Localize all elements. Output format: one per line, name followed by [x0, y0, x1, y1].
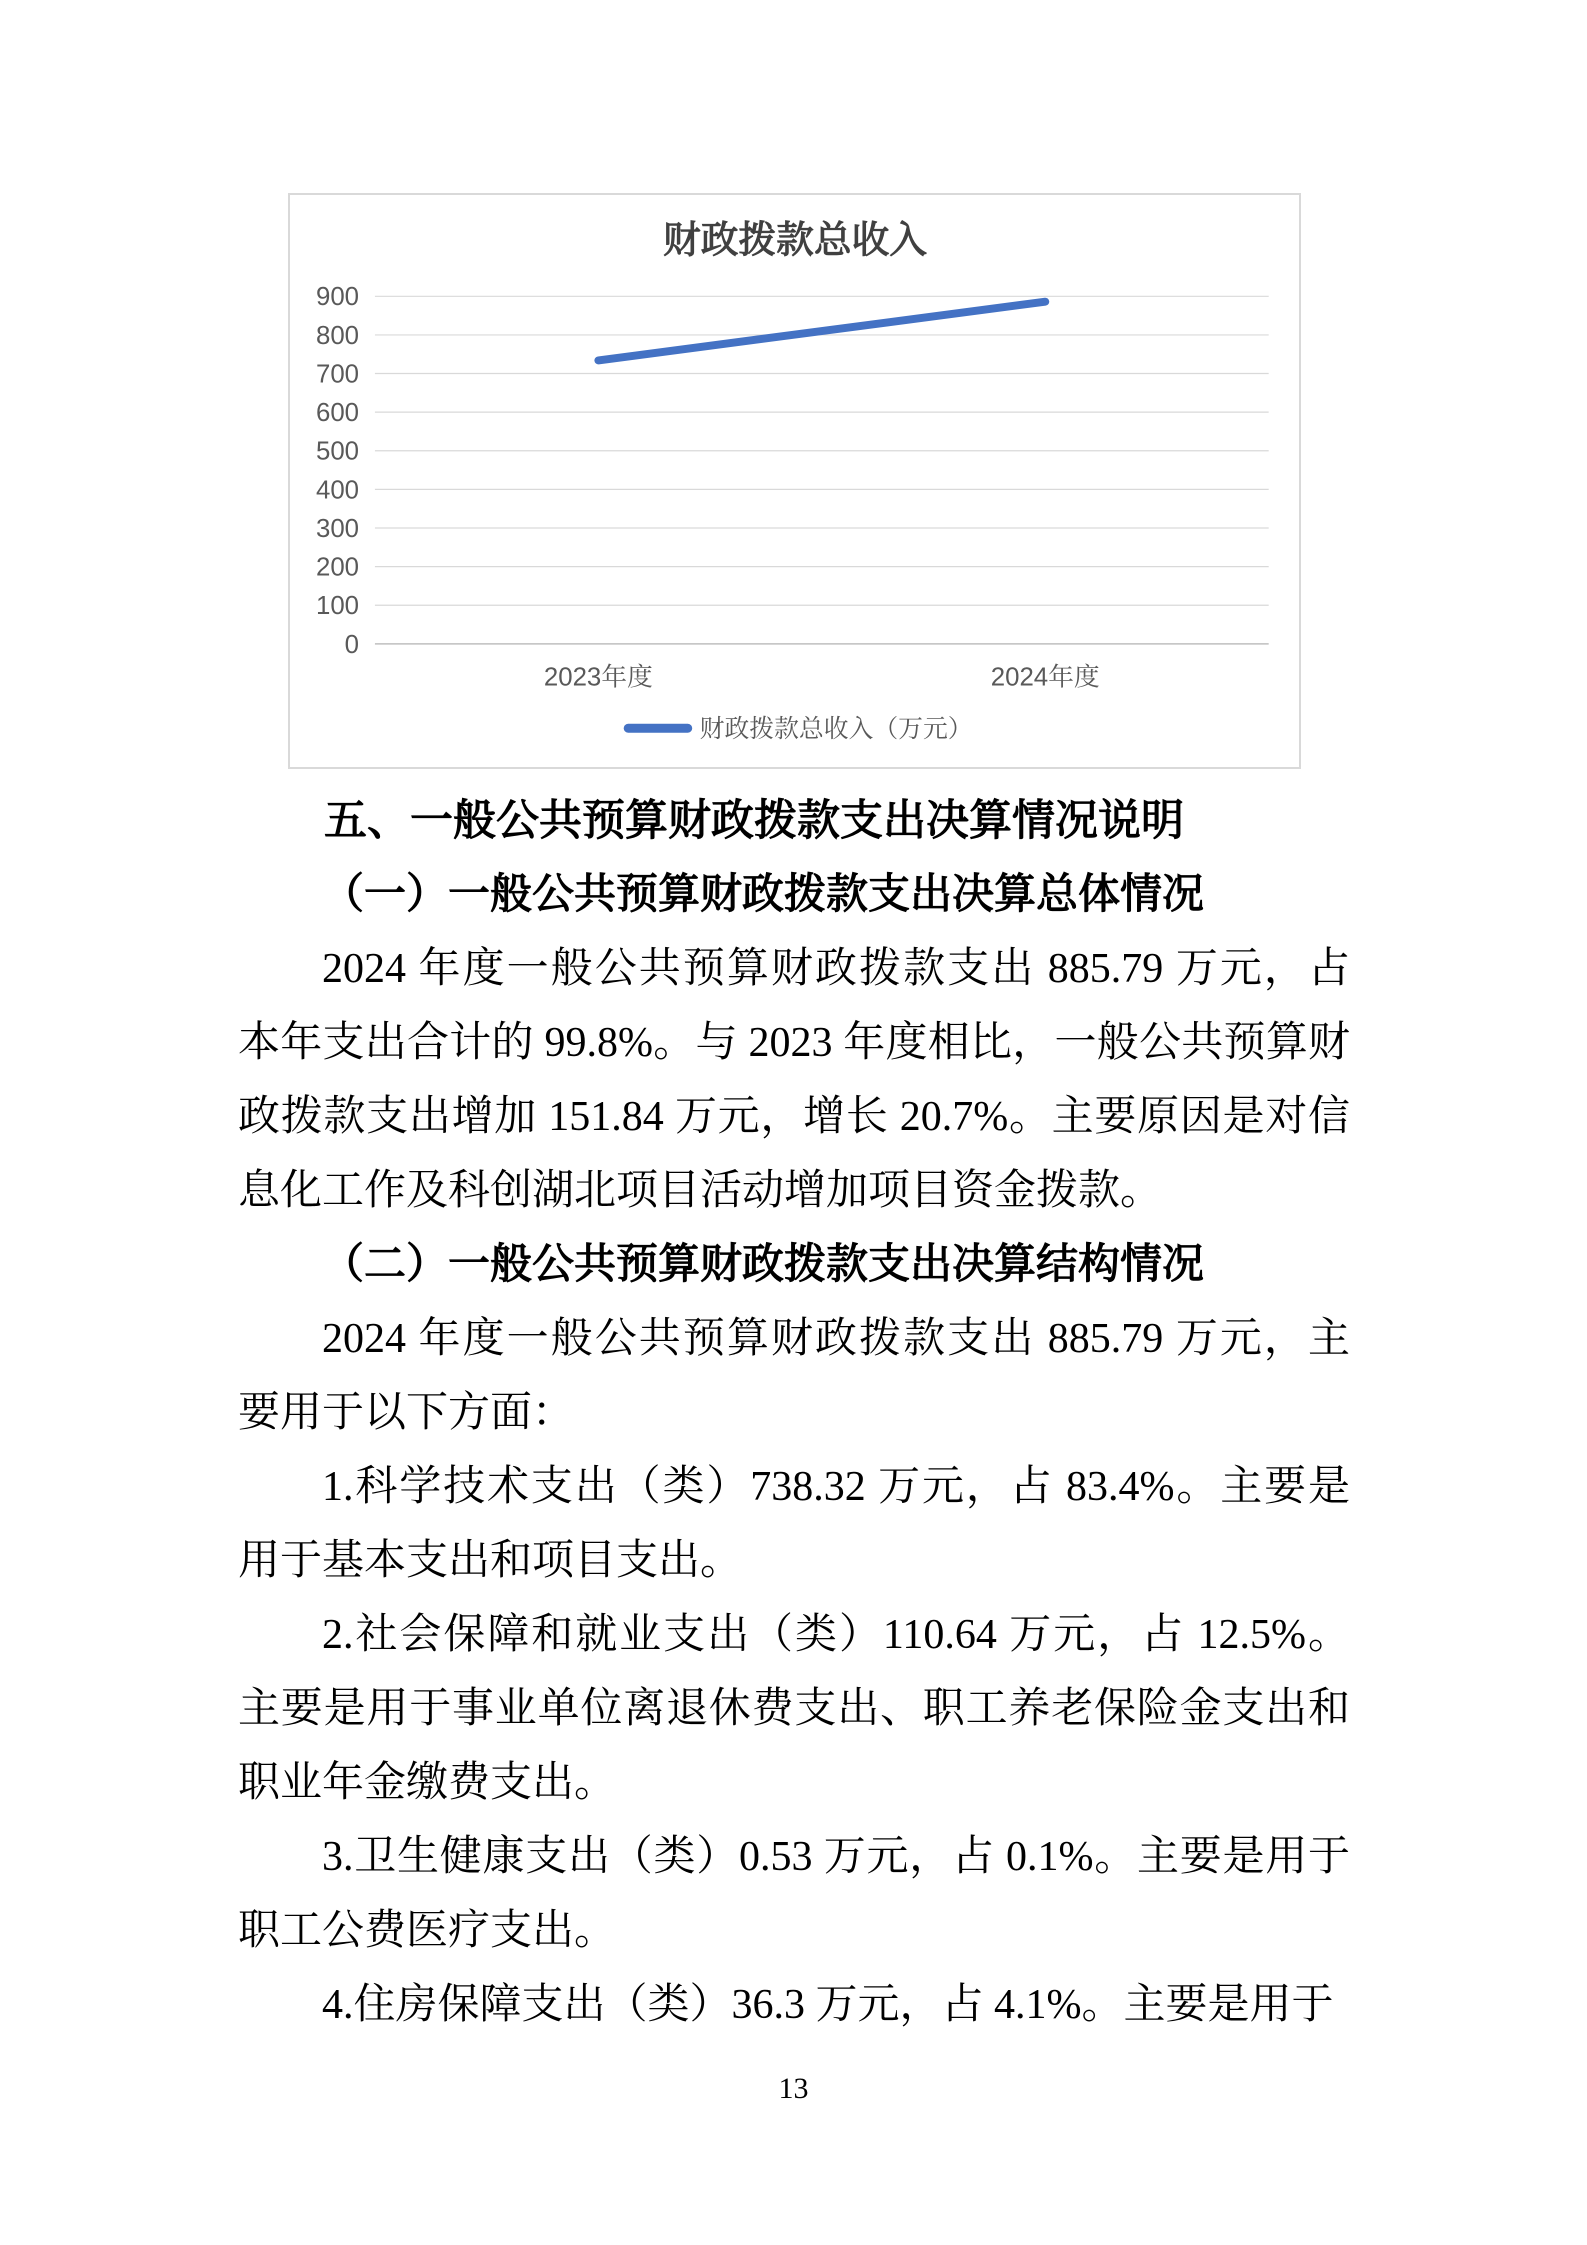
y-axis-tick-labels	[316, 283, 359, 659]
subsection-1-heading: （一）一般公共预算财政拨款支出决算总体情况	[322, 872, 1205, 918]
y-tick-label: 100	[315, 592, 360, 621]
fiscal-income-line-chart	[288, 193, 1301, 769]
chart-legend	[628, 715, 972, 743]
chart-title: 财政拨款总收入	[662, 219, 928, 262]
legend-label: 财政拨款总收入（万元）	[699, 716, 973, 744]
y-tick-label: 800	[315, 321, 360, 350]
paragraph-item-housing: 4.住房保障支出（类）36.3 万元，占 4.1%。主要是用于	[322, 1982, 1334, 2028]
paragraph-overall-situation: 2024 年度一般公共预算财政拨款支出 885.79 万元，占本年支出合计的 99.8%。与 2023 年度相比，一般公共预算财政拨款支出增加 151.84 万元，增长 20.7%。主要原因是对信息化工作及科创湖北项目活动增加项目资金拨款。	[238, 946, 1350, 1214]
section-heading: 五、一般公共预算财政拨款支出决算情况说明	[324, 797, 1184, 845]
y-tick-label: 600	[315, 399, 360, 428]
x-category-label: 2024年度	[990, 663, 1100, 692]
page-number: 13	[778, 2072, 809, 2105]
paragraph-item-science-tech: 1.科学技术支出（类）738.32 万元，占 83.4%。主要是用于基本支出和项目支出。	[238, 1464, 1350, 1584]
paragraph-item-social-security: 2.社会保障和就业支出（类）110.64 万元，占 12.5%。主要是用于事业单位离退休费支出、职工养老保险金支出和职业年金缴费支出。	[238, 1612, 1350, 1806]
chart-canvas	[290, 195, 1299, 767]
y-tick-label: 500	[315, 437, 360, 466]
subsection-2-heading: （二）一般公共预算财政拨款支出决算结构情况	[322, 1242, 1205, 1288]
y-tick-label: 400	[315, 476, 360, 505]
x-category-label: 2023年度	[543, 663, 653, 692]
series-line-财政拨款总收入（万元）	[598, 302, 1045, 361]
x-axis-category-labels	[544, 663, 1100, 692]
paragraph-structure-intro: 2024 年度一般公共预算财政拨款支出 885.79 万元，主要用于以下方面：	[238, 1316, 1350, 1436]
y-tick-label: 200	[315, 553, 360, 582]
y-tick-label: 300	[315, 514, 360, 543]
gridlines	[375, 296, 1269, 644]
document-body	[238, 784, 1350, 2042]
paragraph-item-health: 3.卫生健康支出（类）0.53 万元，占 0.1%。主要是用于职工公费医疗支出。	[238, 1834, 1350, 1954]
y-tick-label: 900	[315, 283, 360, 312]
y-tick-label: 700	[315, 360, 360, 389]
y-tick-label: 0	[344, 630, 360, 659]
